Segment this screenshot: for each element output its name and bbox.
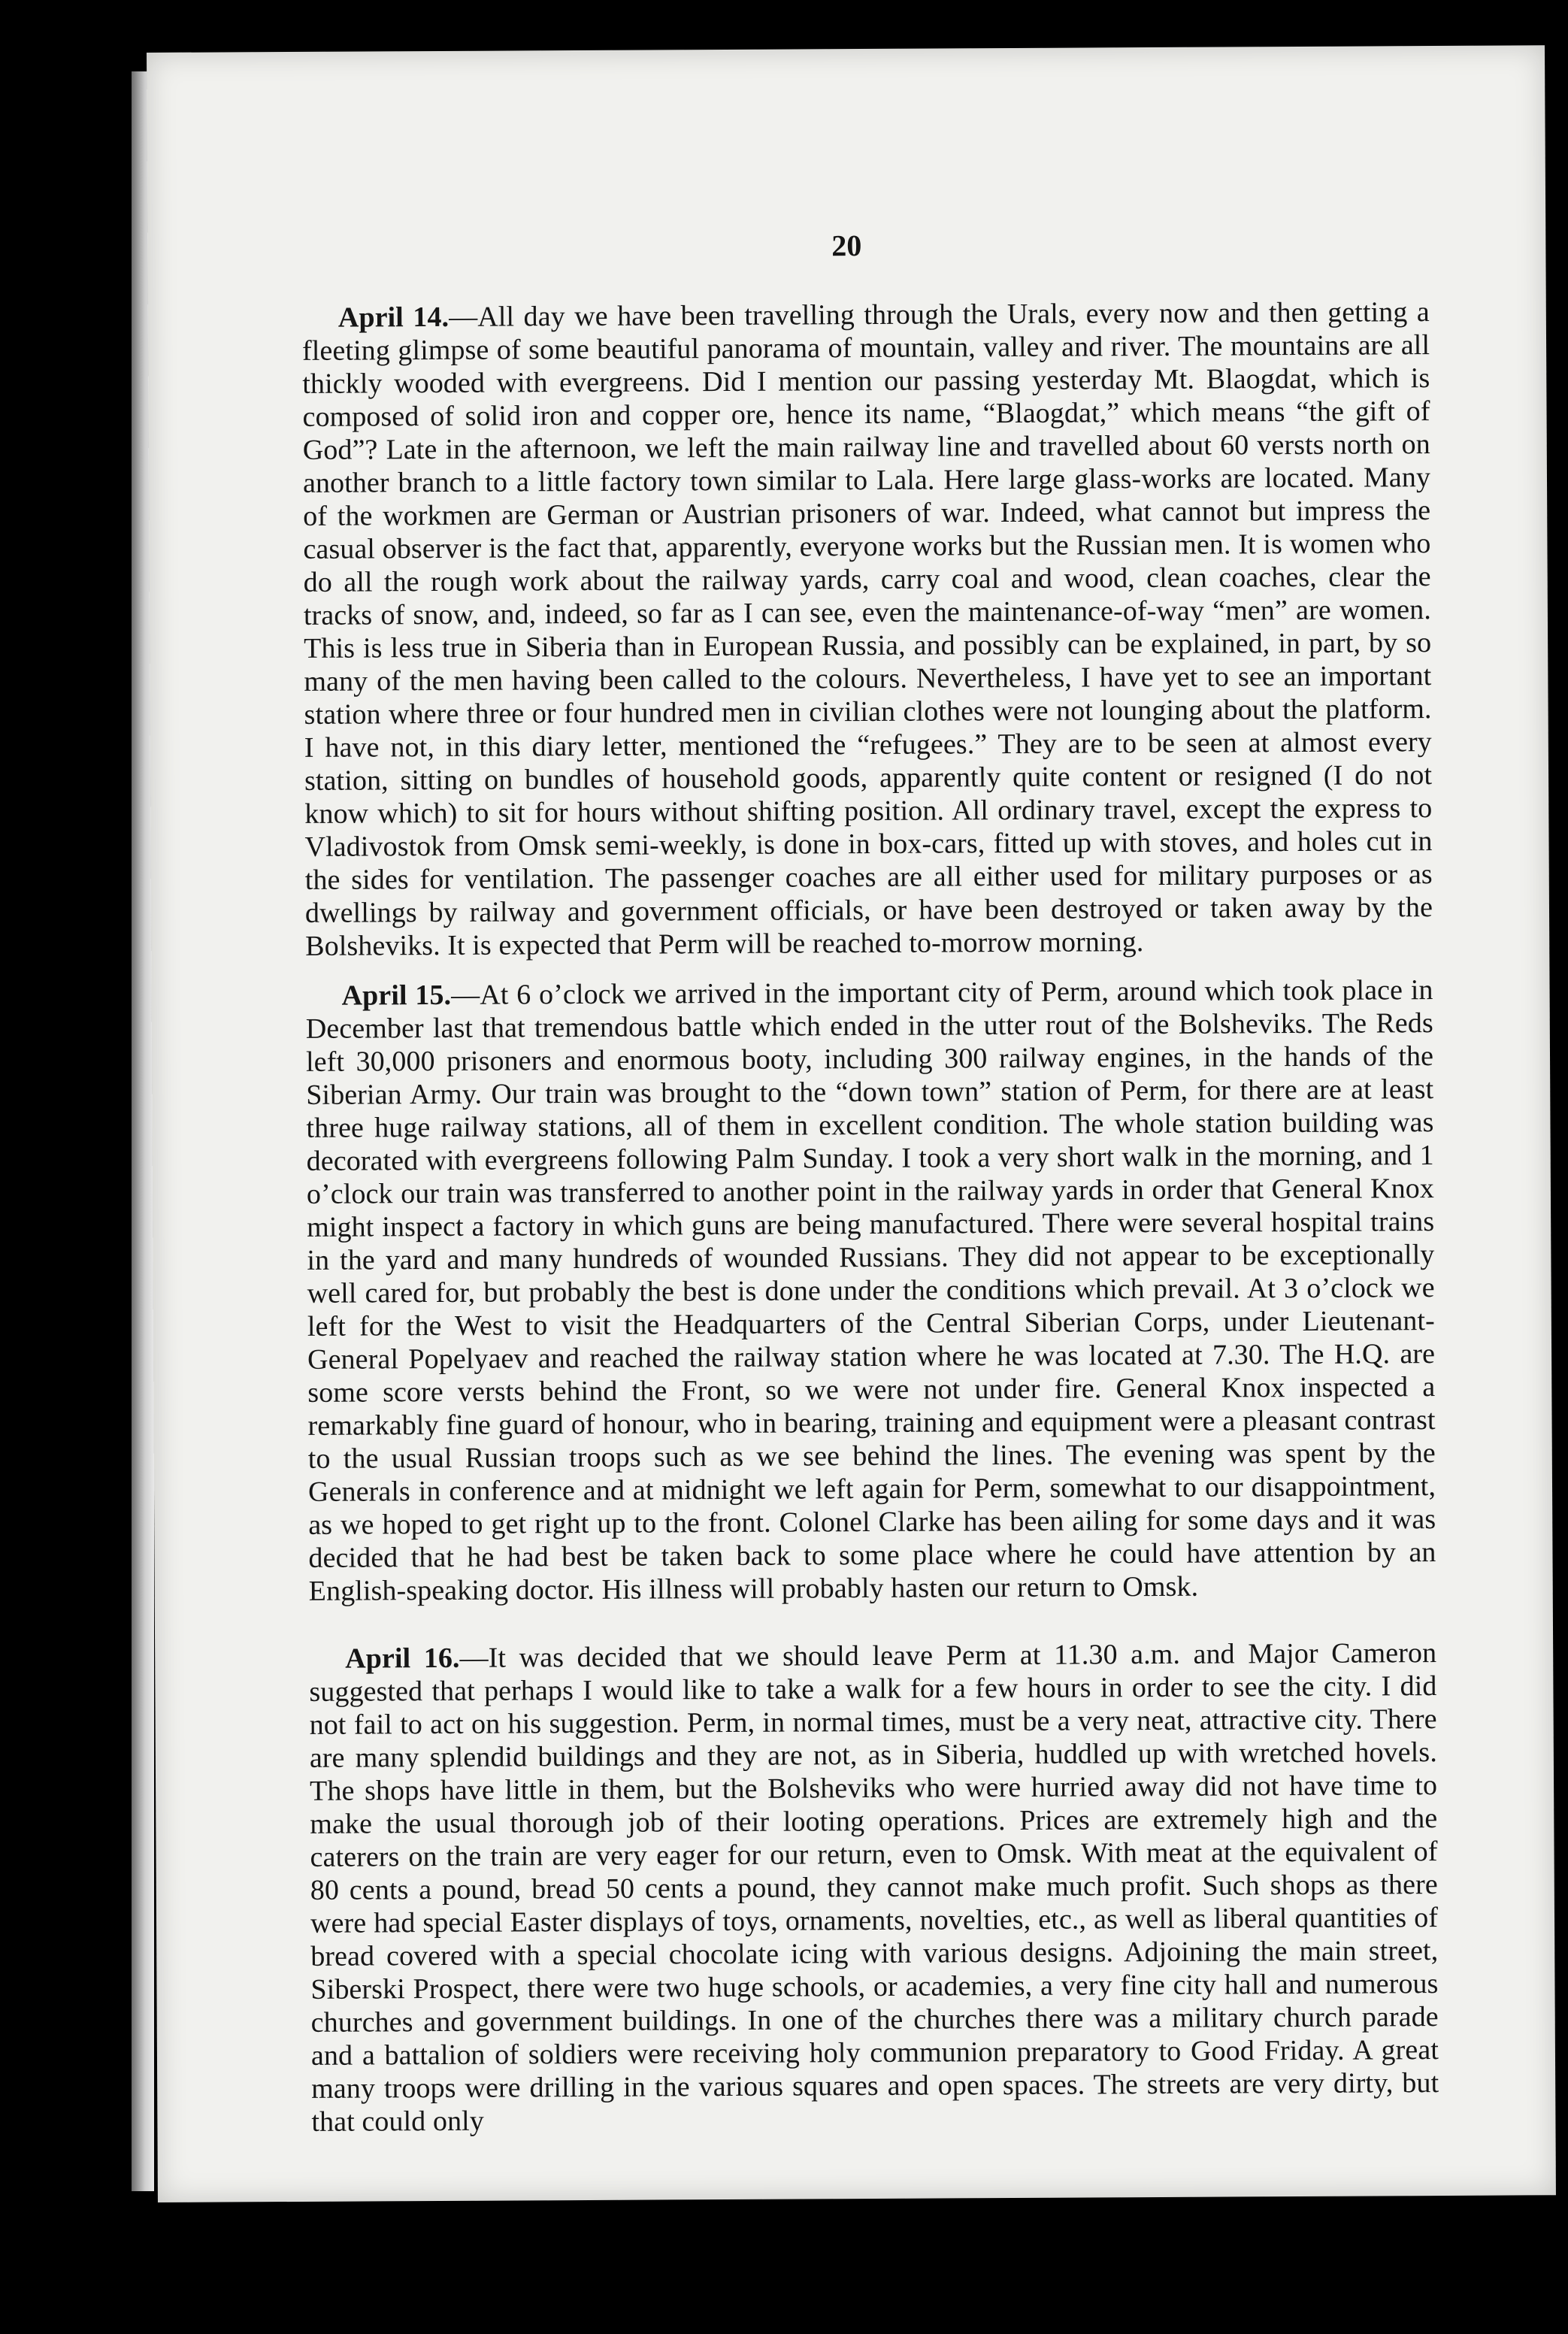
entry-date: April 15. — [341, 979, 452, 1012]
diary-entry-april-14 — [302, 295, 1433, 963]
entry-text: —At 6 o’clock we arrived in the important city of Perm, around which took place in December last that tremendous battle which ended in the utter rout of the Bolsheviks. The Reds left 30,000 prisoners and enormous booty, including 300 railway engines, in the hands of the Siberian Army. Our train was brought to the “down town” station of Perm, for there are at least three huge railway stations, all of them in excellent condition. The whole station building was decorated with evergreens following Palm Sunday. I took a very short walk in the morning, and 1 o’clock our train was transferred to another point in the railway yards in order that General Knox might inspect a factory in which guns are being manufactured. There were several hospital trains in the yard and many hundreds of wounded Russians. They did not appear to be exceptionally well cared for, but probably the best is done under the conditions which prevail. At 3 o’clock we left for the West to visit the Headquarters of the Central Siberian Corps, under Lieutenant-General Popelyaev and reached the railway station where he was located at 7.30. The H.Q. are some score versts behind the Front, so we were not under fire. General Knox inspected a remarkably fine guard of honour, who in bearing, training and equipment were a pleasant contrast to the usual Russian troops such as we see behind the lines. The evening was spent by the Generals in conference and at midnight we left again for Perm, somewhat to our disappointment, as we hoped to get right up to the front. Colonel Clarke has been ailing for some days and it was decided that he had best be taken back to some place where he could have attention by an English-speaking doctor. His illness will probably hasten our return to Omsk. — [305, 974, 1436, 1607]
diary-entry-april-15 — [305, 973, 1436, 1608]
book-page — [147, 45, 1556, 2202]
entry-text: —It was decided that we should leave Perm at 11.30 a.m. and Major Cameron suggested that perhaps I would like to take a walk for a few hours in order to see the city. I did not fail to act on his suggestion. Perm, in normal times, must be a very neat, attractive city. There are many splendid buildings and they are not, as in Siberia, huddled up with wretched hovels. The shops have little in them, but the Bolsheviks who were hurried away did not have time to make the usual thorough job of their looting operations. Prices are extremely high and the caterers on the train are very eager for our return, even to Omsk. With meat at the equivalent of 80 cents a pound, bread 50 cents a pound, they cannot make much profit. Such shops as there were had special Easter displays of toys, ornaments, novelties, etc., as well as liberal quantities of bread covered with a special chocolate icing with various designs. Adjoining the main street, Siberski Prospect, there were two huge schools, or academies, a very fine city hall and numerous churches and government buildings. In one of the churches there was a military church parade and a battalion of soldiers were receiving holy communion preparatory to Good Friday. A great many troops were drilling in the various squares and open spaces. The streets are very dirty, but that could only — [309, 1637, 1439, 2138]
entry-date: April 16. — [345, 1642, 460, 1675]
page-number: 20 — [831, 229, 862, 263]
entry-text: —All day we have been travelling through the Urals, every now and then getting a fleeting glimpse of some beautiful panorama of mountain, valley and river. The mountains are all thickly wooded with evergreens. Did I mention our passing yesterday Mt. Blaogdat, which is composed of solid iron and copper ore, hence its name, “Blaogdat,” which means “the gift of God”? Late in the afternoon, we left the main railway line and travelled about 60 versts north on another branch to a little factory town similar to Lala. Here large glass-works are located. Many of the workmen are German or Austrian prisoners of war. Indeed, what cannot but impress the casual observer is the fact that, apparently, everyone works but the Russian men. It is women who do all the rough work about the railway yards, carry coal and wood, clean coaches, clear the tracks of snow, and, indeed, so far as I can see, even the maintenance-of-way “men” are women. This is less true in Siberia than in European Russia, and possibly can be explained, in part, by so many of the men having been called to the colours. Nevertheless, I have yet to see an important station where three or four hundred men in civilian clothes were not lounging about the platform. I have not, in this diary letter, mentioned the “refugees.” They are to be seen at almost every station, sitting on bundles of household goods, apparently quite content or resigned (I do not know which) to sit for hours without shifting position. All ordinary travel, except the express to Vladivostok from Omsk semi-weekly, is done in box-cars, fitted up with stoves, and holes cut in the sides for ventilation. The passenger coaches are all either used for military purposes or as dwellings by railway and government officials, or have been destroyed or taken away by the Bolsheviks. It is expected that Perm will be reached to-morrow morning. — [301, 296, 1433, 962]
entry-date: April 14. — [338, 301, 450, 334]
diary-entry-april-16 — [309, 1636, 1439, 2139]
